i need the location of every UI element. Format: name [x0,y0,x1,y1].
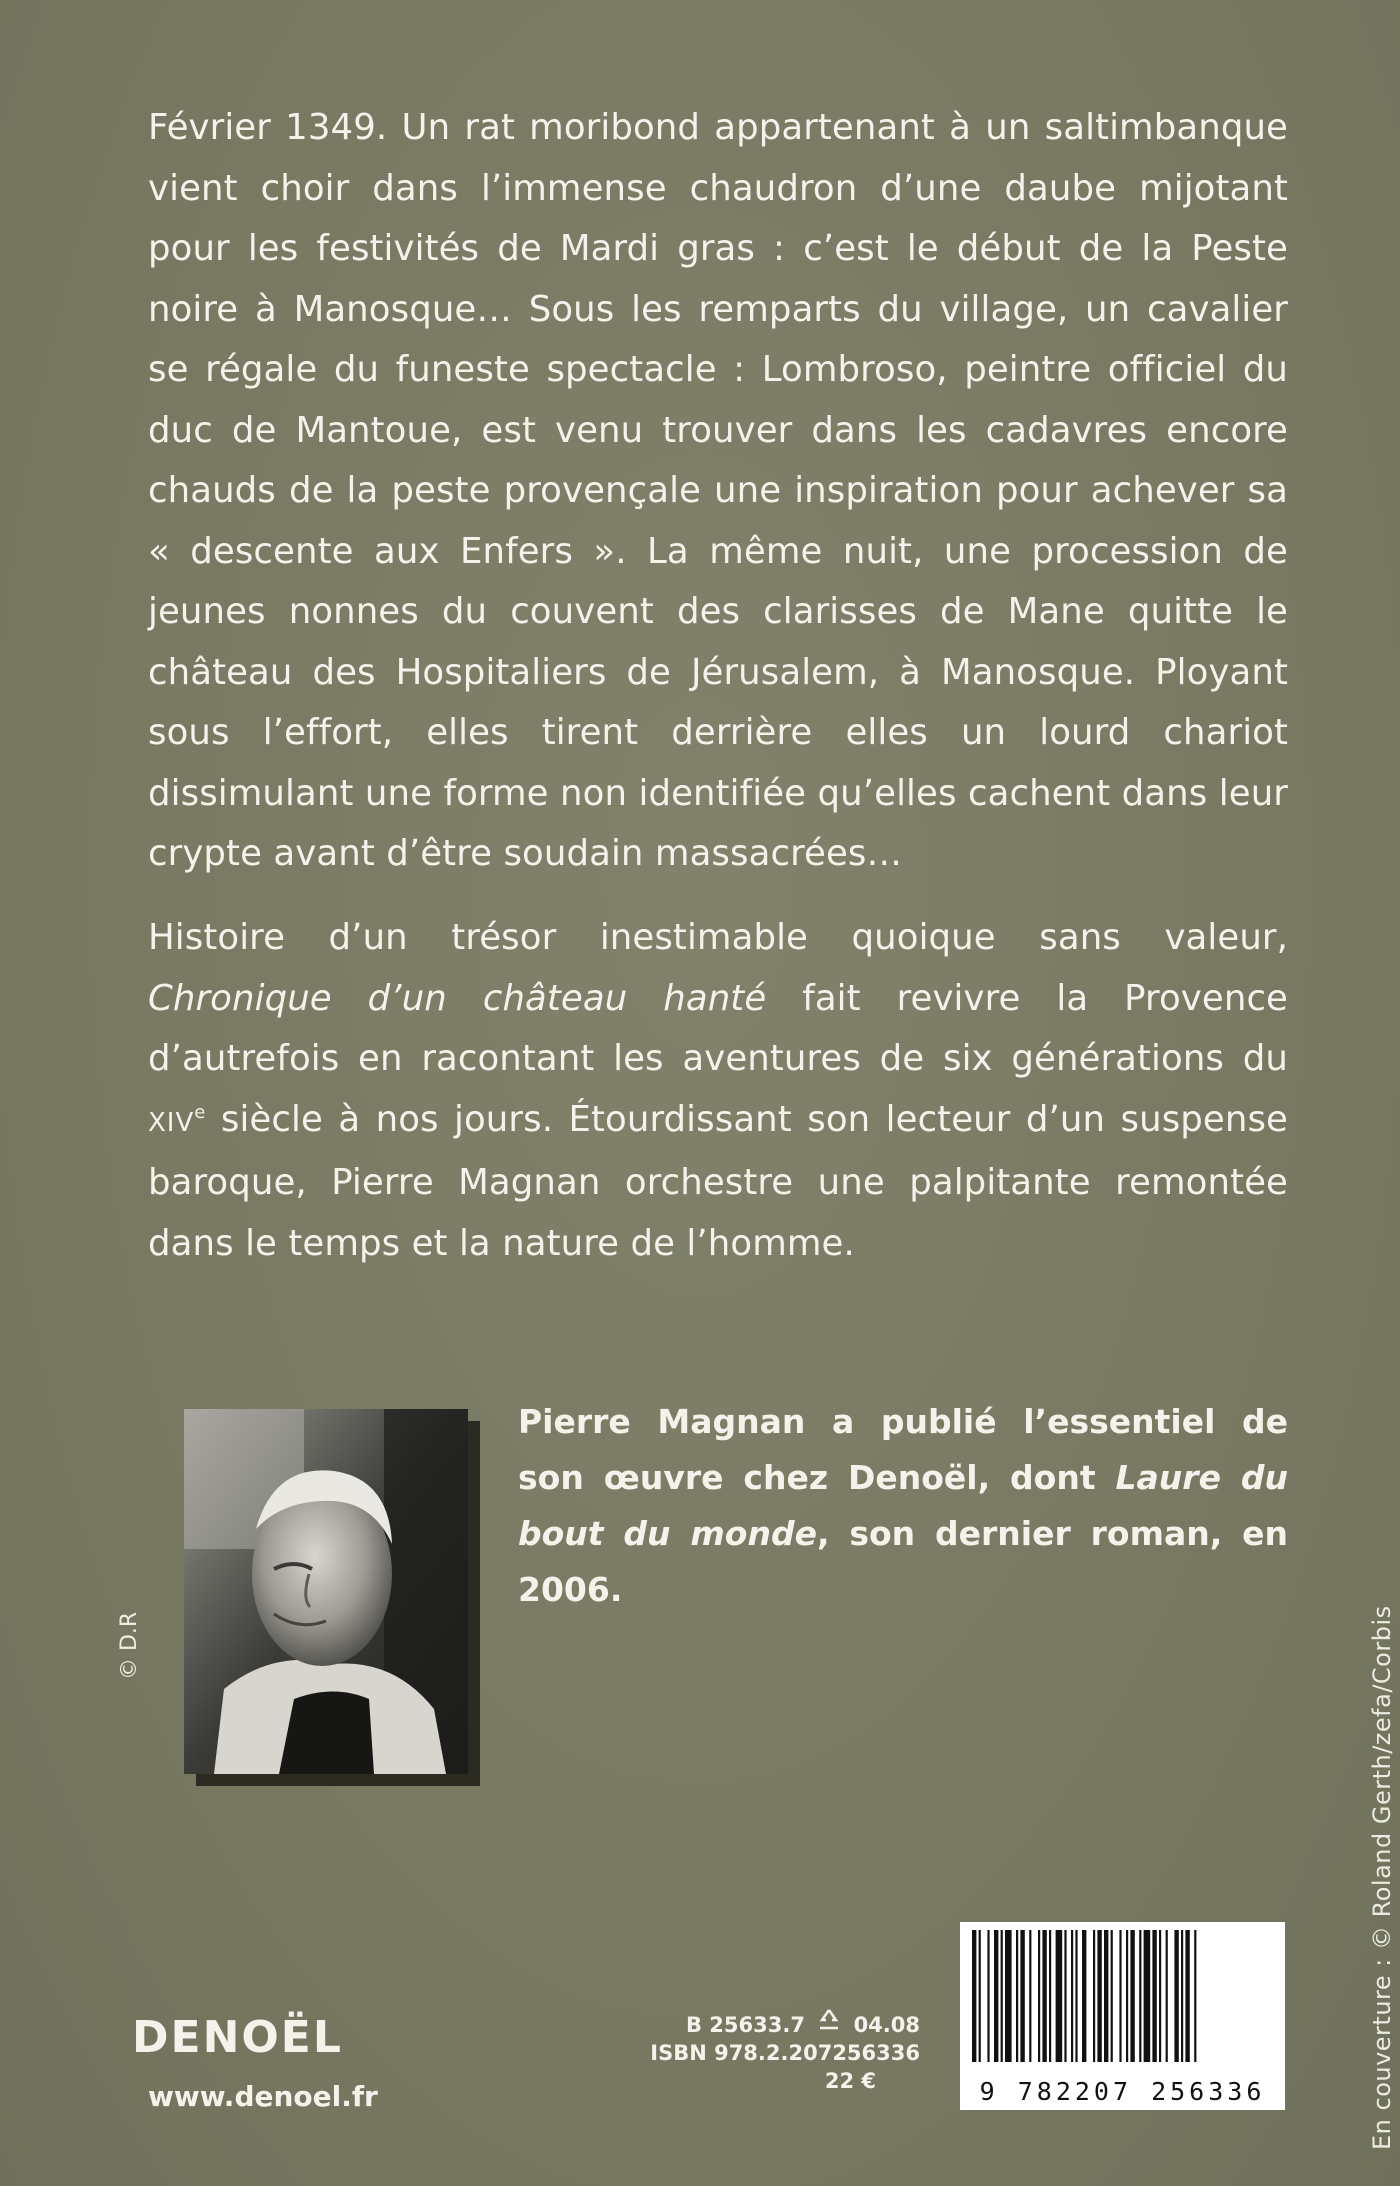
book-title: Chronique d’un château hanté [148,977,767,1019]
barcode [960,1922,1285,2110]
barcode-digits: 9 782207 256336 [979,2077,1266,2106]
date-code: 04.08 [853,2013,920,2037]
cover-credit: En couverture : © Roland Gerth/zefa/Corbis [1368,1605,1396,2150]
summary-paragraph-2-end: siècle à nos jours. Étourdissant son lecteur d’un suspense baroque, Pierre Magnan orchestre une palpitante remontée dans le temps et la nature de l’homme. [148,1098,1288,1264]
author-bio-end: , son dernier roman, en 2006. [518,1514,1288,1609]
summary-paragraph-2 [148,908,1288,1274]
price: 22 € [824,2069,876,2093]
isbn: ISBN 978.2.207256336 [650,2041,920,2065]
publisher-website-link[interactable]: www.denoel.fr [148,2080,378,2113]
catalog-codes [610,2008,920,2095]
century-numeral: XIV [148,1107,195,1138]
author-bio [518,1394,1288,1618]
catalog-number: B 25633.7 [685,2013,805,2037]
author-bio-intro: Pierre Magnan a publié l’essentiel de son œuvre chez Denoël, dont [518,1402,1288,1497]
summary-paragraph-2-mid: fait revivre la Provence d’autrefois en racontant les aventures de six générations du [148,977,1289,1079]
summary-paragraph-2-intro: Histoire d’un trésor inestimable quoique sans valeur, [148,917,1288,958]
summary-paragraph-1: Février 1349. Un rat moribond appartenant à un saltimbanque vient choir dans l’immense chaudron d’une daube mijotant pour les festivités de Mardi gras : c’est le début de la Peste noire à Manosque… Sous les remparts du village, un cavalier se régale du funeste spectacle : Lombroso, peintre officiel du duc de Mantoue, est venu trouver dans les cadavres encore chauds de la peste provençale une inspiration pour achever sa « descente aux Enfers ». La même nuit, une procession de jeunes nonnes du couvent des clarisses de Mane quitte le château des Hospitaliers de Jérusalem, à Manosque. Ployant sous l’effort, elles tirent derrière elles un lourd chariot dissimulant une forme non identifiée qu’elles cachent dans leur crypte avant d’être soudain massacrées… [148,107,1288,874]
photo-credit: © D.R [117,1611,142,1680]
author-bio-book-title: Laure du bout du monde [518,1458,1288,1553]
catalog-code-line [610,2008,920,2039]
barcode-bars [960,1922,1285,2072]
century-superscript: e [194,1101,206,1123]
publisher-logo: DENOËL [132,2012,343,2063]
author-photo [184,1409,468,1774]
recycling-icon [812,2008,846,2039]
